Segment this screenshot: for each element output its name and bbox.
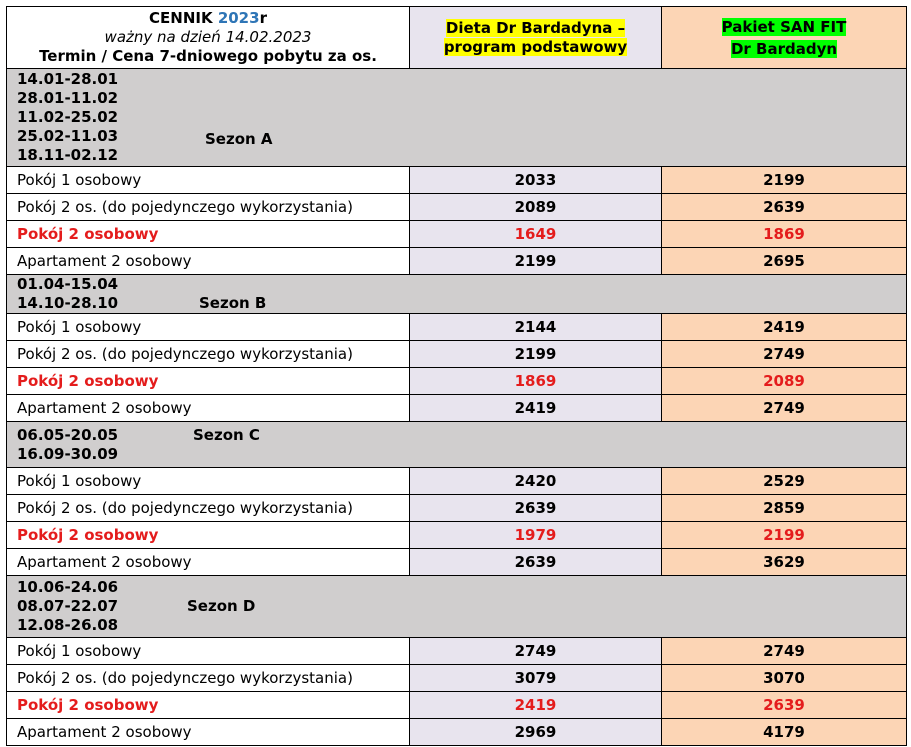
season-date-range: 18.11-02.12	[17, 146, 119, 164]
diet-price: 2639	[410, 495, 662, 522]
san-fit-price: 2419	[662, 314, 907, 341]
price-row	[7, 395, 907, 422]
season-date-range: 06.05-20.05	[17, 425, 119, 444]
diet-price: 3079	[410, 665, 662, 692]
diet-price: 2749	[410, 638, 662, 665]
diet-price: 2419	[410, 692, 662, 719]
san-fit-price: 2749	[662, 395, 907, 422]
diet-price: 2144	[410, 314, 662, 341]
season-date-range: 11.02-25.02	[17, 108, 119, 126]
room-type-label: Apartament 2 osobowy	[7, 395, 410, 422]
season-header-cell	[7, 422, 907, 468]
san-fit-price: 3070	[662, 665, 907, 692]
season-name: Sezon A	[205, 130, 273, 148]
san-fit-price: 2199	[662, 167, 907, 194]
season-dates	[7, 426, 906, 464]
price-row	[7, 248, 907, 275]
price-row	[7, 468, 907, 495]
room-type-label: Pokój 2 os. (do pojedynczego wykorzystania)	[7, 665, 410, 692]
san-fit-price: 2749	[662, 638, 907, 665]
san-package-title-line1: Pakiet SAN FIT	[721, 17, 847, 36]
price-row	[7, 638, 907, 665]
season-dates	[7, 275, 906, 313]
san-fit-price: 2089	[662, 368, 907, 395]
season-header-row	[7, 576, 907, 638]
header-row	[7, 7, 907, 69]
diet-price: 2419	[410, 395, 662, 422]
diet-price: 2420	[410, 468, 662, 495]
san-fit-price: 2859	[662, 495, 907, 522]
room-type-label: Pokój 2 osobowy	[7, 692, 410, 719]
header-san-cell	[662, 7, 907, 69]
season-date-range: 28.01-11.02	[17, 89, 119, 107]
san-fit-price: 2199	[662, 522, 907, 549]
diet-package-title-line2: program podstawowy	[443, 37, 628, 56]
room-type-label: Apartament 2 osobowy	[7, 248, 410, 275]
diet-package-title-line1: Dieta Dr Bardadyna –	[445, 18, 626, 37]
san-fit-price: 3629	[662, 549, 907, 576]
season-header-cell	[7, 275, 907, 314]
price-row	[7, 368, 907, 395]
title-suffix: r	[259, 9, 267, 27]
room-type-label: Pokój 2 osobowy	[7, 221, 410, 248]
season-header-cell	[7, 69, 907, 167]
season-name: Sezon C	[193, 425, 260, 444]
diet-price: 1869	[410, 368, 662, 395]
room-type-label: Pokój 2 osobowy	[7, 368, 410, 395]
room-type-label: Pokój 2 os. (do pojedynczego wykorzystania)	[7, 495, 410, 522]
room-type-label: Apartament 2 osobowy	[7, 549, 410, 576]
room-type-label: Pokój 1 osobowy	[7, 468, 410, 495]
diet-price: 2199	[410, 248, 662, 275]
price-row	[7, 719, 907, 746]
season-header-cell	[7, 576, 907, 638]
price-row	[7, 194, 907, 221]
header-diet-cell	[410, 7, 662, 69]
title-year: 2023	[217, 9, 260, 27]
diet-price: 2033	[410, 167, 662, 194]
season-date-range: 25.02-11.03	[17, 127, 119, 145]
season-date-range: 14.10-28.10	[17, 294, 119, 312]
room-type-label: Pokój 1 osobowy	[7, 167, 410, 194]
diet-price: 1979	[410, 522, 662, 549]
san-fit-price: 1869	[662, 221, 907, 248]
price-list	[6, 6, 907, 746]
san-package-title-line2: Dr Bardadyn	[730, 39, 838, 58]
price-row	[7, 522, 907, 549]
diet-price: 2199	[410, 341, 662, 368]
season-date-range: 01.04-15.04	[17, 275, 119, 293]
season-dates	[7, 578, 906, 635]
room-type-label: Apartament 2 osobowy	[7, 719, 410, 746]
season-dates	[7, 70, 906, 165]
san-fit-price: 2749	[662, 341, 907, 368]
diet-price: 1649	[410, 221, 662, 248]
valid-date: ważny na dzień 14.02.2023	[104, 28, 312, 46]
season-date-range: 08.07-22.07	[17, 597, 119, 615]
price-row	[7, 665, 907, 692]
room-type-label: Pokój 2 os. (do pojedynczego wykorzystania)	[7, 341, 410, 368]
diet-price: 2089	[410, 194, 662, 221]
termin-label: Termin / Cena 7-dniowego pobytu za os.	[39, 47, 377, 65]
san-fit-price: 4179	[662, 719, 907, 746]
header-info-cell	[7, 7, 410, 69]
san-fit-price: 2529	[662, 468, 907, 495]
price-list-title	[7, 9, 409, 28]
season-date-range: 14.01-28.01	[17, 70, 119, 88]
title-prefix: CENNIK	[149, 9, 218, 27]
price-table	[6, 6, 907, 746]
room-type-label: Pokój 2 os. (do pojedynczego wykorzystania)	[7, 194, 410, 221]
san-fit-price: 2639	[662, 194, 907, 221]
season-header-row	[7, 69, 907, 167]
room-type-label: Pokój 2 osobowy	[7, 522, 410, 549]
price-row	[7, 341, 907, 368]
price-row	[7, 549, 907, 576]
san-fit-price: 2639	[662, 692, 907, 719]
san-fit-price: 2695	[662, 248, 907, 275]
season-header-row	[7, 275, 907, 314]
price-row	[7, 221, 907, 248]
price-row	[7, 495, 907, 522]
price-row	[7, 314, 907, 341]
price-row	[7, 167, 907, 194]
season-name: Sezon D	[187, 597, 256, 615]
season-header-row	[7, 422, 907, 468]
diet-price: 2639	[410, 549, 662, 576]
diet-price: 2969	[410, 719, 662, 746]
room-type-label: Pokój 1 osobowy	[7, 314, 410, 341]
price-row	[7, 692, 907, 719]
season-date-range: 12.08-26.08	[17, 616, 119, 634]
season-name: Sezon B	[199, 294, 267, 312]
season-date-range: 10.06-24.06	[17, 578, 119, 596]
season-date-range: 16.09-30.09	[17, 444, 119, 463]
room-type-label: Pokój 1 osobowy	[7, 638, 410, 665]
